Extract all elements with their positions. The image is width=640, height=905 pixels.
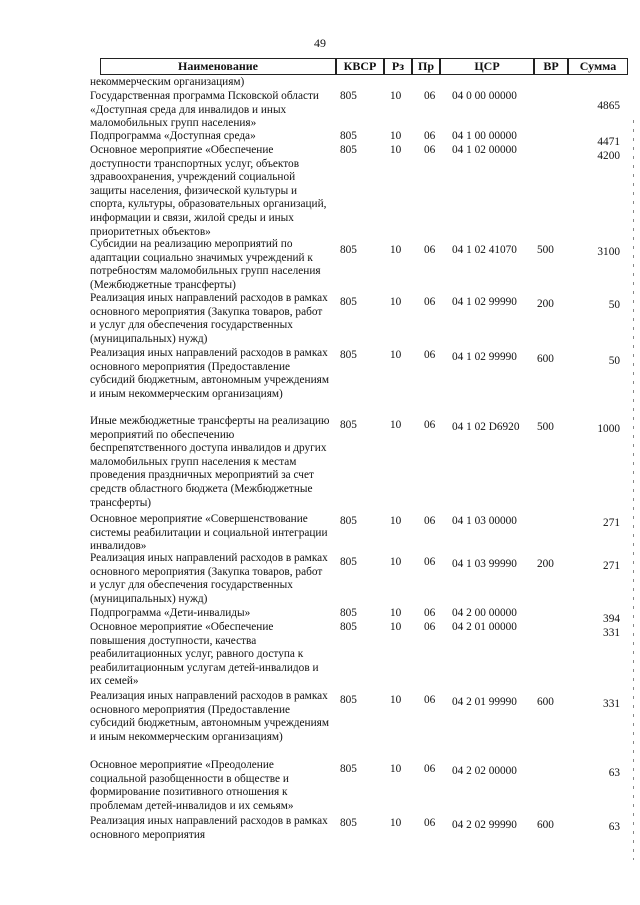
row-kvsr: 805: [340, 817, 357, 829]
header-name: Наименование: [100, 58, 336, 75]
row-name: Реализация иных направлений расходов в рамках основного мероприятия (Закупка товаров, работ и услуг для обеспечения государственных (муниципальных) нужд): [90, 292, 328, 345]
row-vr: 600: [537, 353, 554, 365]
row-sum: 271: [603, 560, 620, 572]
row-pr: 06: [424, 349, 436, 361]
row-pr: 06: [424, 90, 436, 102]
page-number: 49: [314, 36, 326, 50]
row-rz: 10: [390, 130, 402, 142]
row-name: Основное мероприятие «Обеспечение доступности транспортных услуг, объектов здравоохранения, учреждений социальной защиты населения, физической культуры и спорта, культуры, образовательных организаций, информации и связи, жилой среды и иных приоритетных объектов»: [90, 144, 327, 238]
row-name: Подпрограмма «Дети-инвалиды»: [90, 607, 251, 619]
row-csr: 04 1 02 41070: [452, 244, 517, 256]
row-kvsr: 805: [340, 556, 357, 568]
row-pr: 06: [424, 621, 436, 633]
row-name: Основное мероприятие «Обеспечение повышения доступности, качества реабилитационных услуг, равного доступа к реабилитационным услугам детей-инвалидов и их семей»: [90, 621, 319, 688]
row-csr: 04 1 02 D6920: [452, 421, 520, 433]
table-header: [100, 58, 628, 76]
row-kvsr: 805: [340, 607, 357, 619]
header-kvsr: КВСР: [336, 58, 384, 75]
row-rz: 10: [390, 244, 402, 256]
row-sum: 50: [608, 299, 620, 311]
row-sum: 50: [608, 355, 620, 367]
row-vr: 500: [537, 421, 554, 433]
row-pr: 06: [424, 607, 436, 619]
row-sum: 1000: [597, 423, 620, 435]
row-csr: 04 1 02 99990: [452, 296, 517, 308]
row-rz: 10: [390, 296, 402, 308]
row-csr: 04 2 01 00000: [452, 621, 517, 633]
row-sum: 3100: [597, 246, 620, 258]
header-vr: ВР: [534, 58, 568, 75]
row-rz: 10: [390, 515, 402, 527]
header-pr: Пр: [412, 58, 440, 75]
row-name: Подпрограмма «Доступная среда»: [90, 130, 256, 142]
row-sum: 63: [608, 821, 620, 833]
row-name: Основное мероприятие «Совершенствование системы реабилитации и социальной интеграции инвалидов»: [90, 513, 328, 553]
row-pr: 06: [424, 296, 436, 308]
row-name: Иные межбюджетные трансферты на реализацию мероприятий по обеспечению беспрепятственного доступа инвалидов и других маломобильных групп населения к местам проведения праздничных мероприятий за счет средств областного бюджета (Межбюджетные трансферты): [90, 415, 330, 509]
row-rz: 10: [390, 419, 402, 431]
row-sum: 4471: [597, 136, 620, 148]
row-kvsr: 805: [340, 144, 357, 156]
row-sum: 271: [603, 517, 620, 529]
row-vr: 200: [537, 558, 554, 570]
row-name: Субсидии на реализацию мероприятий по адаптации социально значимых учреждений к потребностям маломобильных групп населения (Межбюджетные трансферты): [90, 238, 321, 291]
row-sum: 331: [603, 627, 620, 639]
row-csr: 04 0 00 00000: [452, 90, 517, 102]
row-rz: 10: [390, 621, 402, 633]
row-vr: 500: [537, 244, 554, 256]
header-csr: ЦСР: [440, 58, 534, 75]
row-sum: 63: [608, 767, 620, 779]
row-sum: 4865: [597, 100, 620, 112]
header-sum: Сумма: [568, 58, 628, 75]
header-rz: Рз: [384, 58, 412, 75]
row-vr: 600: [537, 696, 554, 708]
row-pr: 06: [424, 763, 436, 775]
row-name: Основное мероприятие «Преодоление социальной разобщенности в обществе и формирование позитивного отношения к проблемам детей-инвалидов и их семьям»: [90, 759, 294, 812]
row-pr: 06: [424, 817, 436, 829]
row-rz: 10: [390, 607, 402, 619]
row-sum: 331: [603, 698, 620, 710]
row-name: Реализация иных направлений расходов в рамках основного мероприятия (Предоставление субсидий бюджетным, автономным учреждениям и иным некоммерческим организациям): [90, 690, 329, 743]
row-kvsr: 805: [340, 130, 357, 142]
row-csr: 04 2 01 99990: [452, 696, 517, 708]
row-vr: 200: [537, 298, 554, 310]
row-csr: 04 2 02 99990: [452, 819, 517, 831]
row-sum: 394: [603, 613, 620, 625]
row-kvsr: 805: [340, 621, 357, 633]
row-name: Реализация иных направлений расходов в рамках основного мероприятия: [90, 815, 328, 841]
row-pr: 06: [424, 130, 436, 142]
row-sum: 4200: [597, 150, 620, 162]
row-pr: 06: [424, 515, 436, 527]
row-kvsr: 805: [340, 694, 357, 706]
row-vr: 600: [537, 819, 554, 831]
row-csr: 04 1 02 00000: [452, 144, 517, 156]
row-csr: 04 1 02 99990: [452, 351, 517, 363]
row-kvsr: 805: [340, 90, 357, 102]
row-kvsr: 805: [340, 244, 357, 256]
row-rz: 10: [390, 90, 402, 102]
row-rz: 10: [390, 556, 402, 568]
row-pr: 06: [424, 144, 436, 156]
row-rz: 10: [390, 144, 402, 156]
row-csr: 04 2 00 00000: [452, 607, 517, 619]
row-csr: 04 1 03 99990: [452, 558, 517, 570]
row-pr: 06: [424, 556, 436, 568]
row-pr: 06: [424, 694, 436, 706]
row-pr: 06: [424, 419, 436, 431]
row-name: Реализация иных направлений расходов в рамках основного мероприятия (Закупка товаров, работ и услуг для обеспечения государственных (муниципальных) нужд): [90, 552, 328, 605]
row-kvsr: 805: [340, 419, 357, 431]
row-rz: 10: [390, 349, 402, 361]
row-name: Государственная программа Псковской области «Доступная среда для инвалидов и иных маломобильных групп населения»: [90, 90, 319, 130]
row-rz: 10: [390, 694, 402, 706]
row-kvsr: 805: [340, 349, 357, 361]
row-kvsr: 805: [340, 763, 357, 775]
row-kvsr: 805: [340, 296, 357, 308]
row-rz: 10: [390, 763, 402, 775]
row-csr: 04 1 00 00000: [452, 130, 517, 142]
row-name: некоммерческим организациям): [90, 76, 245, 88]
row-rz: 10: [390, 817, 402, 829]
row-csr: 04 1 03 00000: [452, 515, 517, 527]
scan-edge-line: [633, 120, 634, 860]
row-csr: 04 2 02 00000: [452, 765, 517, 777]
row-name: Реализация иных направлений расходов в рамках основного мероприятия (Предоставление субсидий бюджетным, автономным учреждениям и иным некоммерческим организациям): [90, 347, 329, 400]
row-kvsr: 805: [340, 515, 357, 527]
row-pr: 06: [424, 244, 436, 256]
